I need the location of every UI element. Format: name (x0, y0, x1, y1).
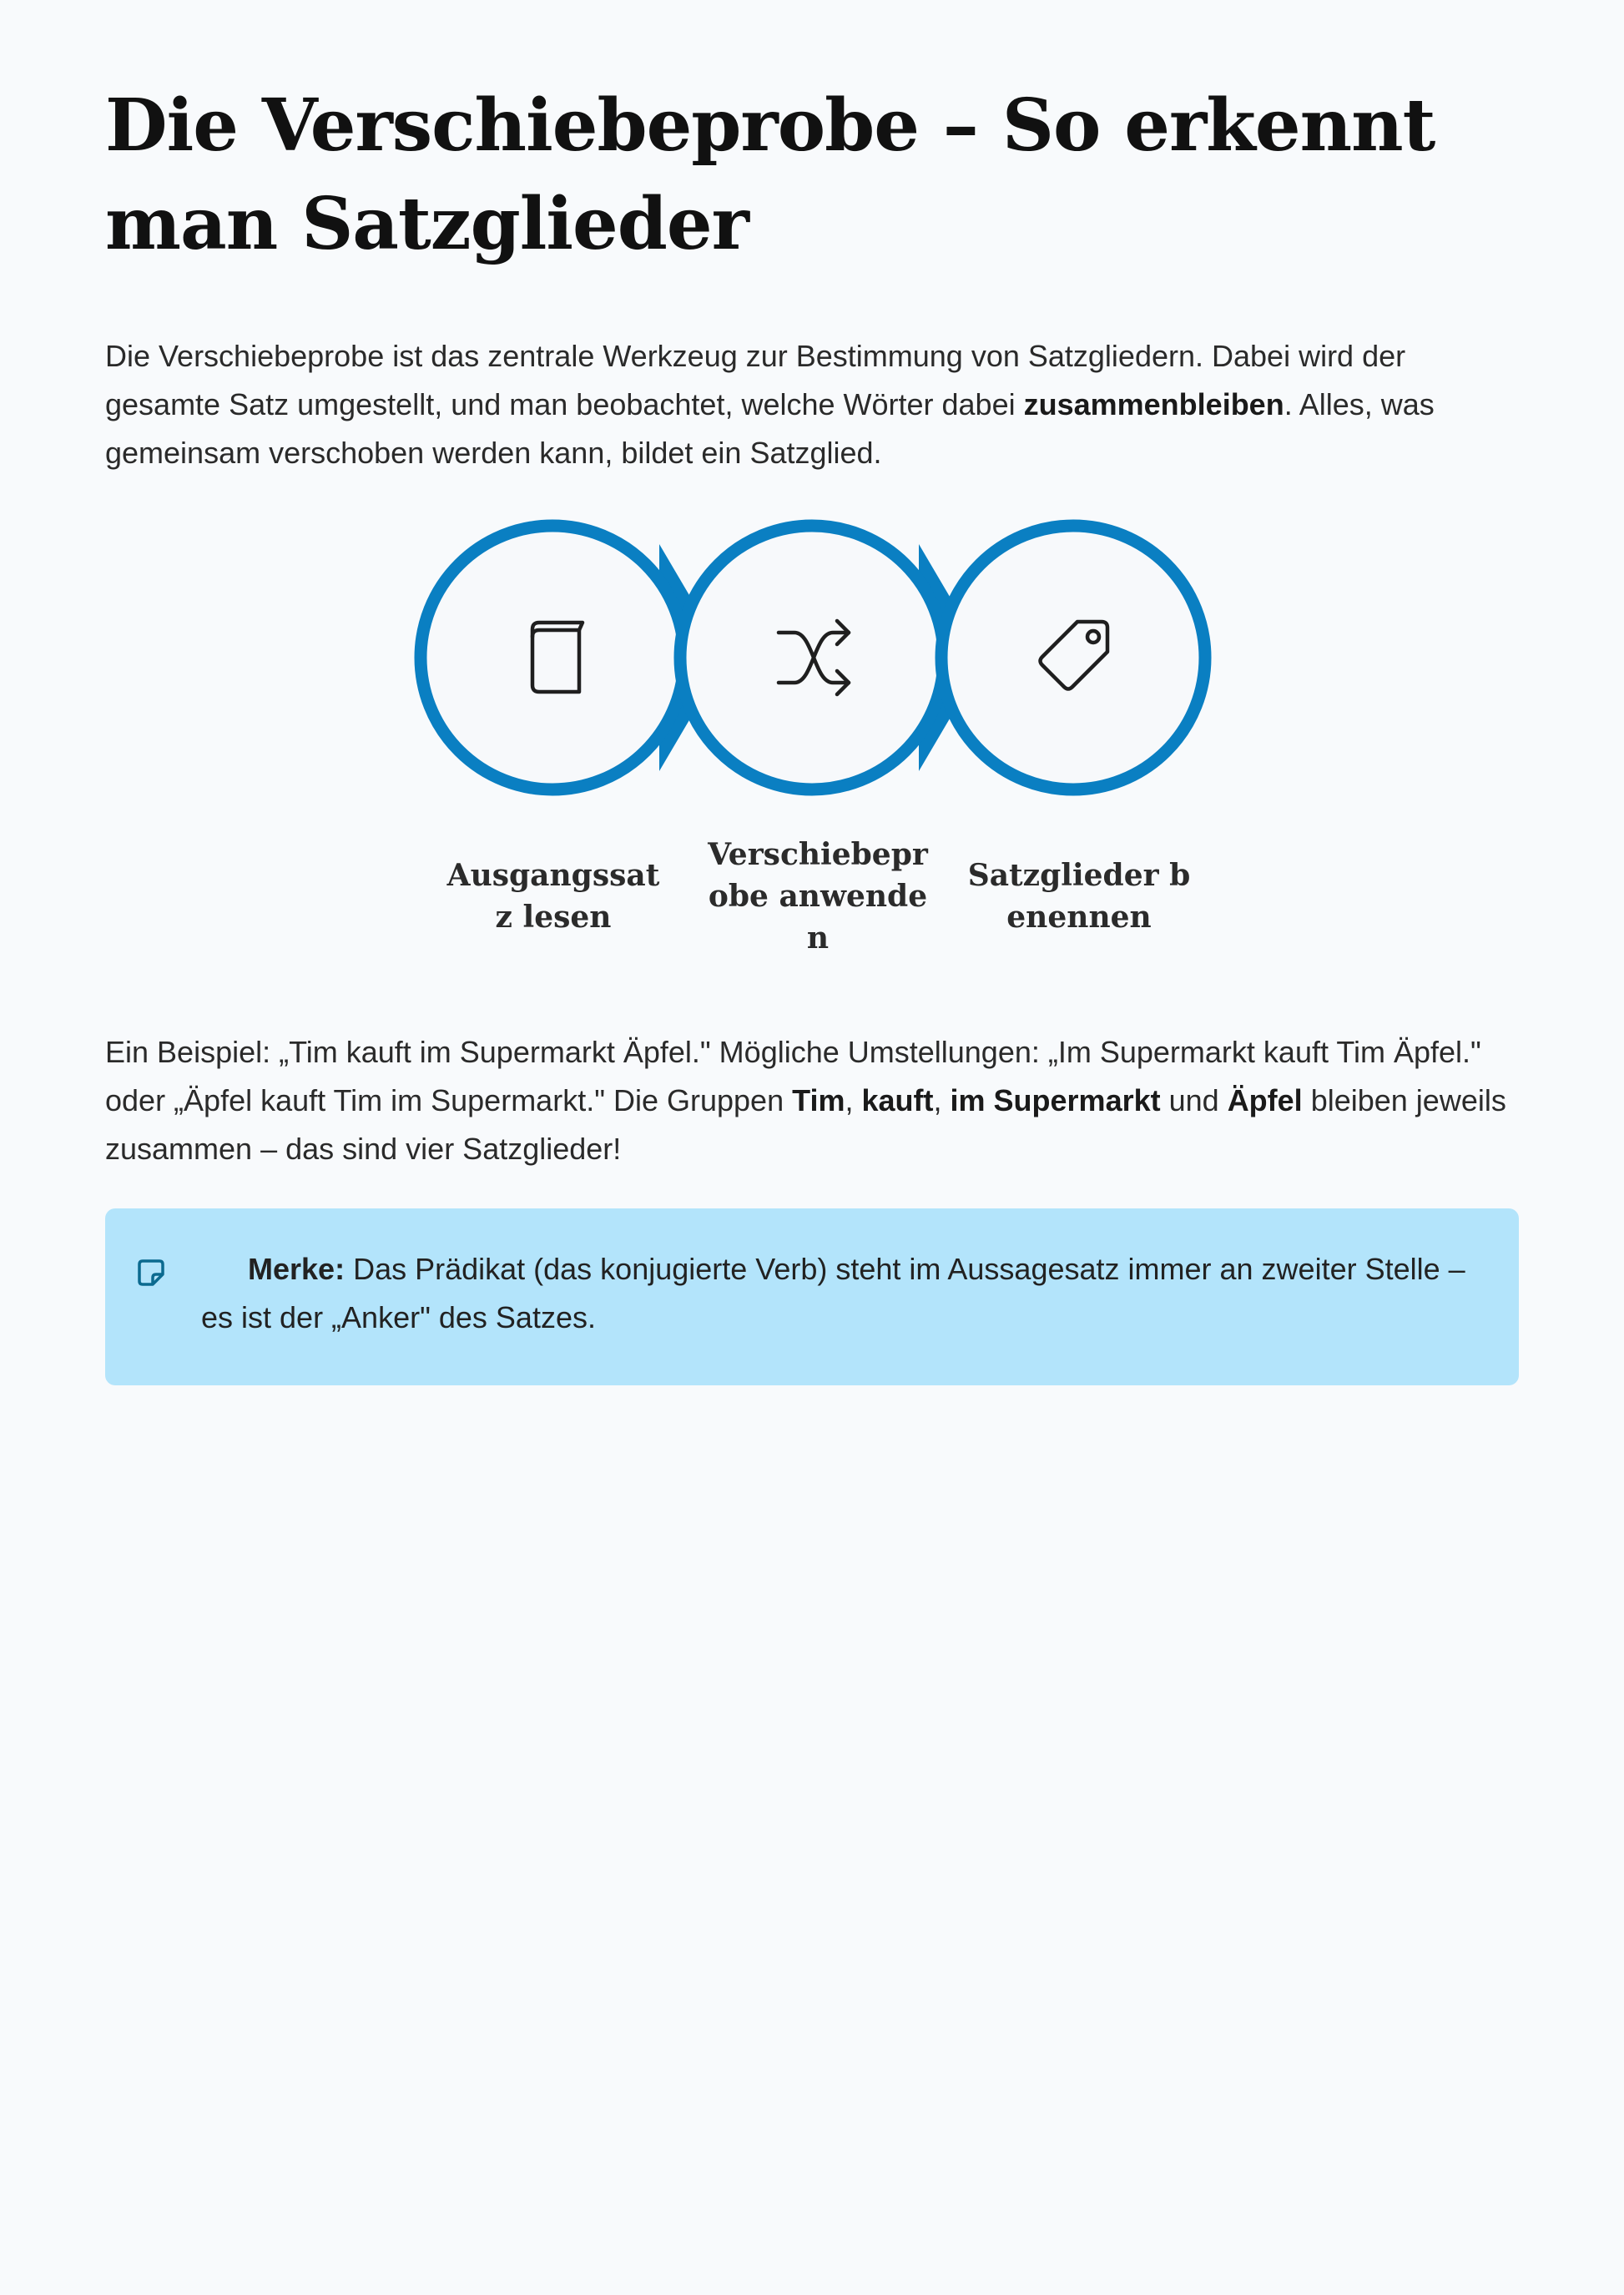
example-text: bleiben jeweils zusammen – das sind vier Satzglieder! (105, 1083, 1506, 1166)
example-text: Ein Beispiel: „Tim kauft im Supermarkt Äpfel." Mögliche Umstellungen: „Im Supermarkt kauft Tim Äpfel." oder „Äpfel kauft Tim im Supermarkt." Die Gruppen (105, 1035, 1481, 1117)
step-circle-1 (421, 526, 684, 789)
note-label: Merke: (248, 1252, 345, 1286)
example-bold-tim: Tim (792, 1083, 845, 1117)
intro-bold-term: zusammenbleiben (1023, 387, 1284, 421)
example-text: , (845, 1083, 862, 1117)
step-label-1: Ausgangssatz lesen (446, 858, 660, 935)
note-text: Das Prädikat (das konjugierte Verb) steht im Aussagesatz immer an zweiter Stelle – es ist der „Anker" des Satzes. (201, 1252, 1465, 1334)
example-bold-aepfel: Äpfel (1227, 1083, 1303, 1117)
example-text: , (933, 1083, 951, 1117)
intro-text-start: Die Verschiebeprobe ist das zentrale Werkzeug zur Bestimmung von Satzgliedern. Dabei wird der gesamte Satz umgestellt, und man beobachtet, welche Wörter dabei (105, 339, 1406, 421)
merke-callout (105, 1208, 1519, 1385)
page-title: Die Verschiebeprobe – So erkennt man Satzglieder (105, 83, 1435, 266)
intro-paragraph (105, 332, 1519, 477)
step-label-2: Verschiebeprobe anwenden (708, 837, 928, 956)
example-paragraph (105, 1028, 1519, 1173)
step-circle-3 (941, 526, 1205, 789)
example-bold-kauft: kauft (861, 1083, 934, 1117)
process-diagram (0, 519, 1624, 986)
example-bold-supermarkt: im Supermarkt (950, 1083, 1161, 1117)
note-icon (137, 1258, 165, 1287)
step-label-3: Satzglieder benennen (967, 858, 1191, 935)
intro-text-end: . Alles, was gemeinsam verschoben werden kann, bildet ein Satzglied. (105, 387, 1435, 470)
example-text: und (1160, 1083, 1228, 1117)
